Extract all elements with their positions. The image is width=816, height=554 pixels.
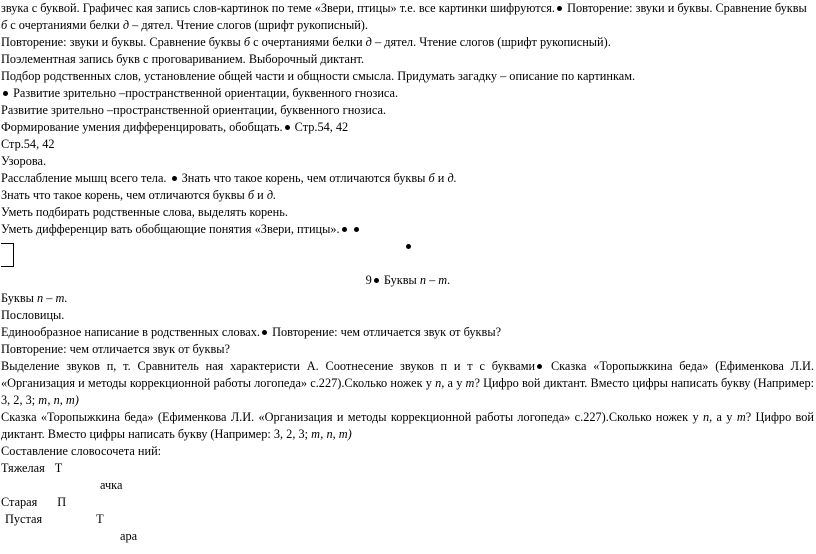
text: , а у — [441, 376, 463, 390]
text: Повторение: звуки и буквы. Сравнение буквы — [1, 35, 241, 49]
letter: п – т. — [37, 291, 68, 305]
text-line: Повторение: чем отличается звук от буквы? — [1, 342, 230, 356]
text-line — [1, 511, 104, 528]
text: Уметь дифференцир вать обобщающие понятия «Звери, птицы». — [1, 222, 340, 236]
text: Тяжелая — [1, 461, 45, 475]
letter: т — [736, 410, 746, 424]
text-line: Узорова. — [1, 154, 47, 168]
letter: п — [435, 376, 442, 390]
text-line: Составление словосочета ний: — [1, 444, 162, 458]
letter: Т — [96, 512, 104, 526]
text: – дятел. Чтение слогов (шрифт рукописный). — [132, 18, 368, 32]
letter: п – т. — [419, 273, 451, 287]
letter: б — [247, 188, 255, 202]
text: Буквы — [383, 273, 417, 287]
text: Пустая — [5, 512, 43, 526]
text: Знать что такое корень, чем отличаются буквы — [1, 188, 245, 202]
letter: д — [365, 35, 372, 49]
bullet-icon — [285, 125, 290, 130]
text-line: Развитие зрительно –пространственной ориентации, буквенного гнозиса. — [1, 103, 386, 117]
text: Сказка «Торопыжкина беда» (Ефименкова Л.И. — [550, 359, 815, 373]
text-line — [1, 358, 814, 375]
text: Повторение: чем отличается звук от буквы? — [272, 325, 502, 339]
text-line — [1, 409, 814, 426]
text-line — [1, 170, 457, 187]
text: звука с буквой. Графичес кая запись слов-картинок по теме «Звери, птицы» т.е. все картинки шифруются. — [1, 1, 555, 15]
text: Расслабление мышц всего тела. — [1, 171, 167, 185]
bullet-icon — [374, 278, 379, 283]
text: , а у — [709, 410, 733, 424]
text: Буквы — [1, 291, 34, 305]
text: с очертаниями белки — [253, 35, 363, 49]
text: Знать что такое корень, чем отличаются буквы — [181, 171, 426, 185]
text-line — [1, 324, 501, 341]
bullet-icon — [557, 6, 562, 11]
text: «Организация и методы коррекционной работы логопеда» с.227).Сколько ножек у — [1, 376, 432, 390]
bullet-icon — [342, 227, 347, 232]
text: 3, 2, 3; — [1, 393, 36, 407]
text: Формирование умения дифференцировать, обобщать. — [1, 120, 283, 134]
letter: П — [57, 495, 67, 509]
text: Старая — [1, 495, 38, 509]
letter: б — [1, 18, 8, 32]
lesson-heading — [0, 272, 816, 289]
text-line — [1, 0, 807, 17]
text: Стр.54, 42 — [294, 120, 349, 134]
text: Развитие зрительно –пространственной ориентации, буквенного гнозиса. — [13, 86, 399, 100]
letter: т — [465, 376, 475, 390]
text-line — [1, 494, 66, 511]
text-line — [1, 460, 62, 477]
text-line — [1, 221, 361, 238]
text: Единообразное написание в родственных словах. — [1, 325, 260, 339]
bullet-icon — [172, 176, 177, 181]
text-line — [1, 375, 814, 392]
bullet-icon — [354, 227, 359, 232]
text-line — [0, 238, 816, 255]
text: ? Цифро вой — [745, 410, 815, 424]
text-line: Подбор родственных слов, установление общей части и общности смысла. Придумать загадку – описание по картинкам. — [1, 69, 636, 83]
text-line: Пословицы. — [1, 308, 65, 322]
bullet-icon — [406, 244, 411, 249]
text-line: Уметь подбирать родственные слова, выделять корень. — [1, 205, 288, 219]
letter: п — [702, 410, 710, 424]
letter: Т — [54, 461, 63, 475]
bullet-icon — [3, 91, 8, 96]
text-line — [1, 392, 79, 409]
letter: т, п, т) — [311, 427, 352, 441]
table-cell-border — [1, 243, 14, 267]
text: и — [257, 188, 264, 202]
text: – дятел. Чтение слогов (шрифт рукописный). — [374, 35, 611, 49]
letter: б — [428, 171, 435, 185]
letter: д. — [447, 171, 457, 185]
text-line — [1, 119, 348, 136]
letter: д — [122, 18, 130, 32]
lesson-number: 9 — [365, 273, 372, 287]
text: с очертаниями белки — [10, 18, 120, 32]
text-line: Поэлементная запись букв с проговариванием. Выборочный диктант. — [1, 52, 365, 66]
letter: т, п, т) — [38, 393, 79, 407]
letter: б — [243, 35, 251, 49]
text-line: ара — [120, 529, 138, 543]
text-line — [1, 17, 368, 34]
text-line: Стр.54, 42 — [1, 137, 55, 151]
text-line — [1, 34, 611, 51]
bullet-icon — [537, 364, 542, 369]
text: Повторение: звуки и буквы. Сравнение буквы — [567, 1, 807, 15]
text: диктант. Вместо цифры написать букву (Например: 3, 2, 3; — [1, 427, 309, 441]
text-line — [1, 290, 68, 307]
bullet-icon — [262, 330, 267, 335]
text-line: ачка — [100, 478, 123, 492]
text-line — [1, 187, 276, 204]
text: Выделение звуков п, т. Сравнитель ная характеристи А. Соотнесение звуков п и т с буквами — [1, 359, 536, 373]
text: Сказка «Торопыжкина беда» (Ефименкова Л.И. «Организация и методы коррекционной работы логопеда» с.227).Сколько ножек у — [1, 410, 699, 424]
text: и — [437, 171, 445, 185]
letter: д. — [266, 188, 277, 202]
text-line — [1, 426, 352, 443]
text: ? Цифро вой диктант. Вместо цифры написать букву (Например: — [474, 376, 815, 390]
text-line — [1, 85, 398, 102]
